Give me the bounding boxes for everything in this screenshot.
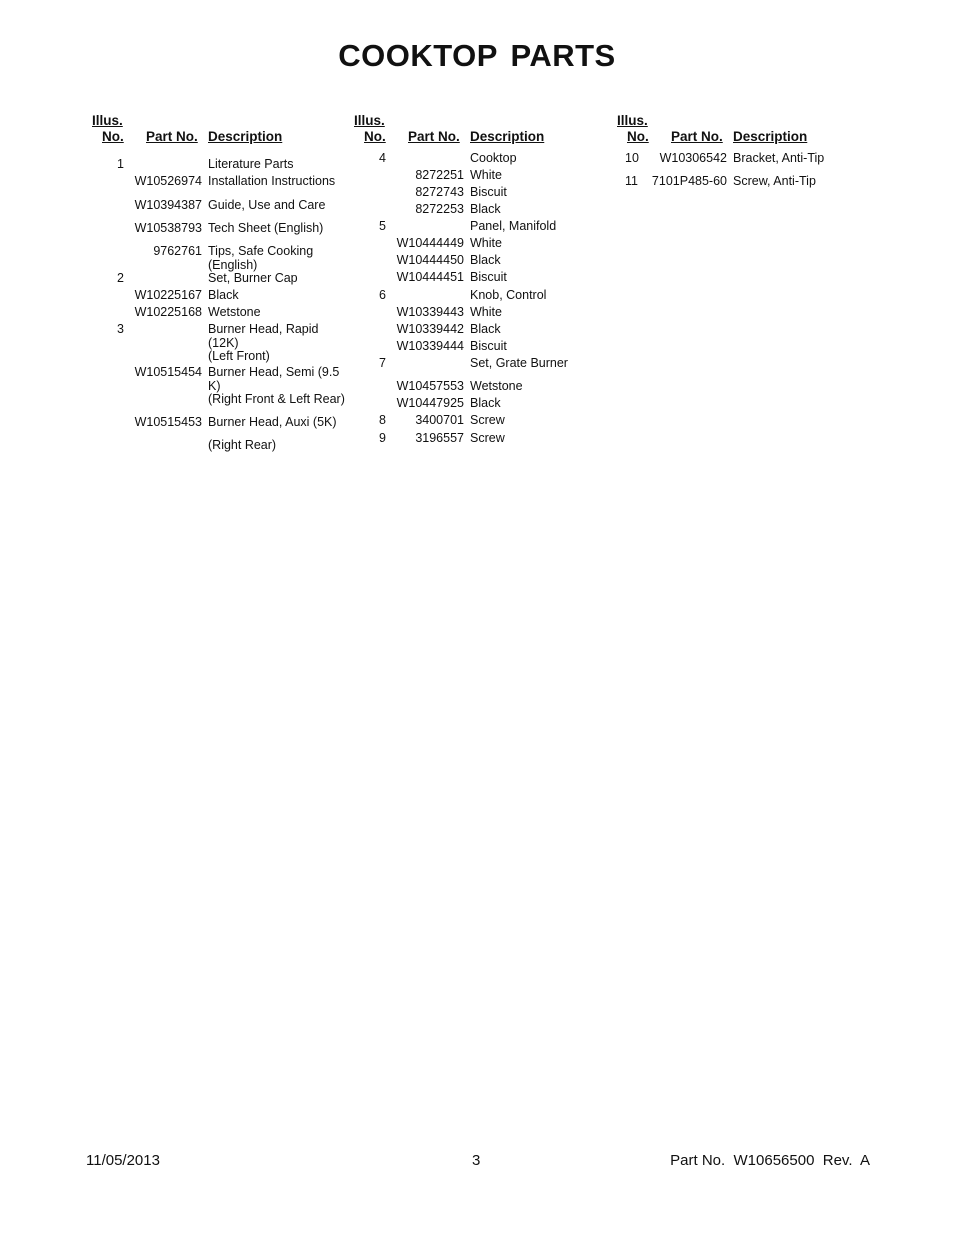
illus-number: 3: [117, 322, 124, 336]
parts-column-3: [607, 0, 857, 470]
part-number: 8272251: [415, 168, 464, 182]
illus-number: 8: [379, 413, 386, 427]
part-description: Burner Head, Semi (9.5 K) (Right Front & Left Rear): [208, 365, 345, 406]
part-description: Screw: [470, 431, 505, 445]
part-number: 3400701: [415, 413, 464, 427]
part-number: W10225167: [134, 288, 202, 302]
part-number: W10394387: [134, 198, 202, 212]
part-number: W10339443: [396, 305, 464, 319]
part-number: 3196557: [415, 431, 464, 445]
part-number: 7101P485-60: [651, 174, 727, 188]
part-number: W10447925: [396, 396, 464, 410]
illus-number: 9: [379, 431, 386, 445]
part-number: 8272253: [415, 202, 464, 216]
part-description: White: [470, 305, 502, 319]
part-number: W10444449: [396, 236, 464, 250]
part-description: Set, Burner Cap: [208, 271, 298, 285]
header-part-no: Part No.: [146, 129, 198, 144]
illus-number: 6: [379, 288, 386, 302]
part-description: Biscuit: [470, 185, 507, 199]
part-number: W10515454: [134, 365, 202, 379]
part-description: Black: [470, 253, 501, 267]
part-number: W10225168: [134, 305, 202, 319]
part-number: W10515453: [134, 415, 202, 429]
part-number: W10444451: [396, 270, 464, 284]
header-part-no: Part No.: [408, 129, 460, 144]
part-description: Bracket, Anti-Tip: [733, 151, 825, 165]
illus-number: 10: [625, 151, 639, 165]
part-number: W10526974: [134, 174, 202, 188]
part-description: Black: [470, 396, 501, 410]
part-number: 8272743: [415, 185, 464, 199]
illus-number: 4: [379, 151, 386, 165]
part-description: Biscuit: [470, 339, 507, 353]
part-number: W10457553: [396, 379, 464, 393]
page-title: COOKTOP PARTS: [338, 38, 616, 73]
header-description: Description: [208, 129, 283, 144]
part-description: White: [470, 236, 502, 250]
part-description: Set, Grate Burner: [470, 356, 568, 370]
illus-number: 1: [117, 157, 124, 171]
part-number: W10339444: [396, 339, 464, 353]
footer-page-number: 3: [472, 1152, 481, 1169]
header-illus: Illus.: [354, 113, 385, 128]
header-illus: Illus.: [617, 113, 648, 128]
header-illus: Illus.: [92, 113, 123, 128]
illus-number: 11: [625, 174, 638, 188]
parts-column-2: [344, 0, 594, 470]
part-description: Installation Instructions: [208, 174, 336, 188]
header-description: Description: [470, 129, 545, 144]
footer-part-number: Part No. W10656500 Rev. A: [670, 1152, 870, 1169]
part-number: W10538793: [134, 221, 202, 235]
footer-date: 11/05/2013: [86, 1152, 160, 1169]
header-illus-no: No.: [364, 129, 386, 144]
part-description: Knob, Control: [470, 288, 547, 302]
part-description: (Right Rear): [208, 438, 277, 452]
part-description: Black: [208, 288, 239, 302]
part-description: Burner Head, Rapid (12K) (Left Front): [208, 322, 319, 363]
part-description: Wetstone: [470, 379, 523, 393]
part-number: 9762761: [153, 244, 202, 258]
part-description: Wetstone: [208, 305, 261, 319]
part-number: W10306542: [659, 151, 727, 165]
part-description: Black: [470, 322, 501, 336]
parts-column-1: [82, 0, 345, 470]
part-description: Cooktop: [470, 151, 517, 165]
illus-number: 7: [379, 356, 386, 370]
part-number: W10339442: [396, 322, 464, 336]
part-description: Burner Head, Auxi (5K): [208, 415, 337, 429]
illus-number: 5: [379, 219, 386, 233]
part-description: Black: [470, 202, 501, 216]
part-description: Literature Parts: [208, 157, 294, 171]
header-illus-no: No.: [627, 129, 649, 144]
part-description: Screw, Anti-Tip: [733, 174, 816, 188]
part-description: White: [470, 168, 502, 182]
part-description: Tips, Safe Cooking (English): [208, 244, 314, 272]
header-description: Description: [733, 129, 808, 144]
part-number: W10444450: [396, 253, 464, 267]
part-description: Panel, Manifold: [470, 219, 557, 233]
header-illus-no: No.: [102, 129, 124, 144]
part-description: Tech Sheet (English): [208, 221, 324, 235]
header-part-no: Part No.: [671, 129, 723, 144]
illus-number: 2: [117, 271, 124, 285]
part-description: Biscuit: [470, 270, 507, 284]
part-description: Screw: [470, 413, 505, 427]
part-description: Guide, Use and Care: [208, 198, 326, 212]
